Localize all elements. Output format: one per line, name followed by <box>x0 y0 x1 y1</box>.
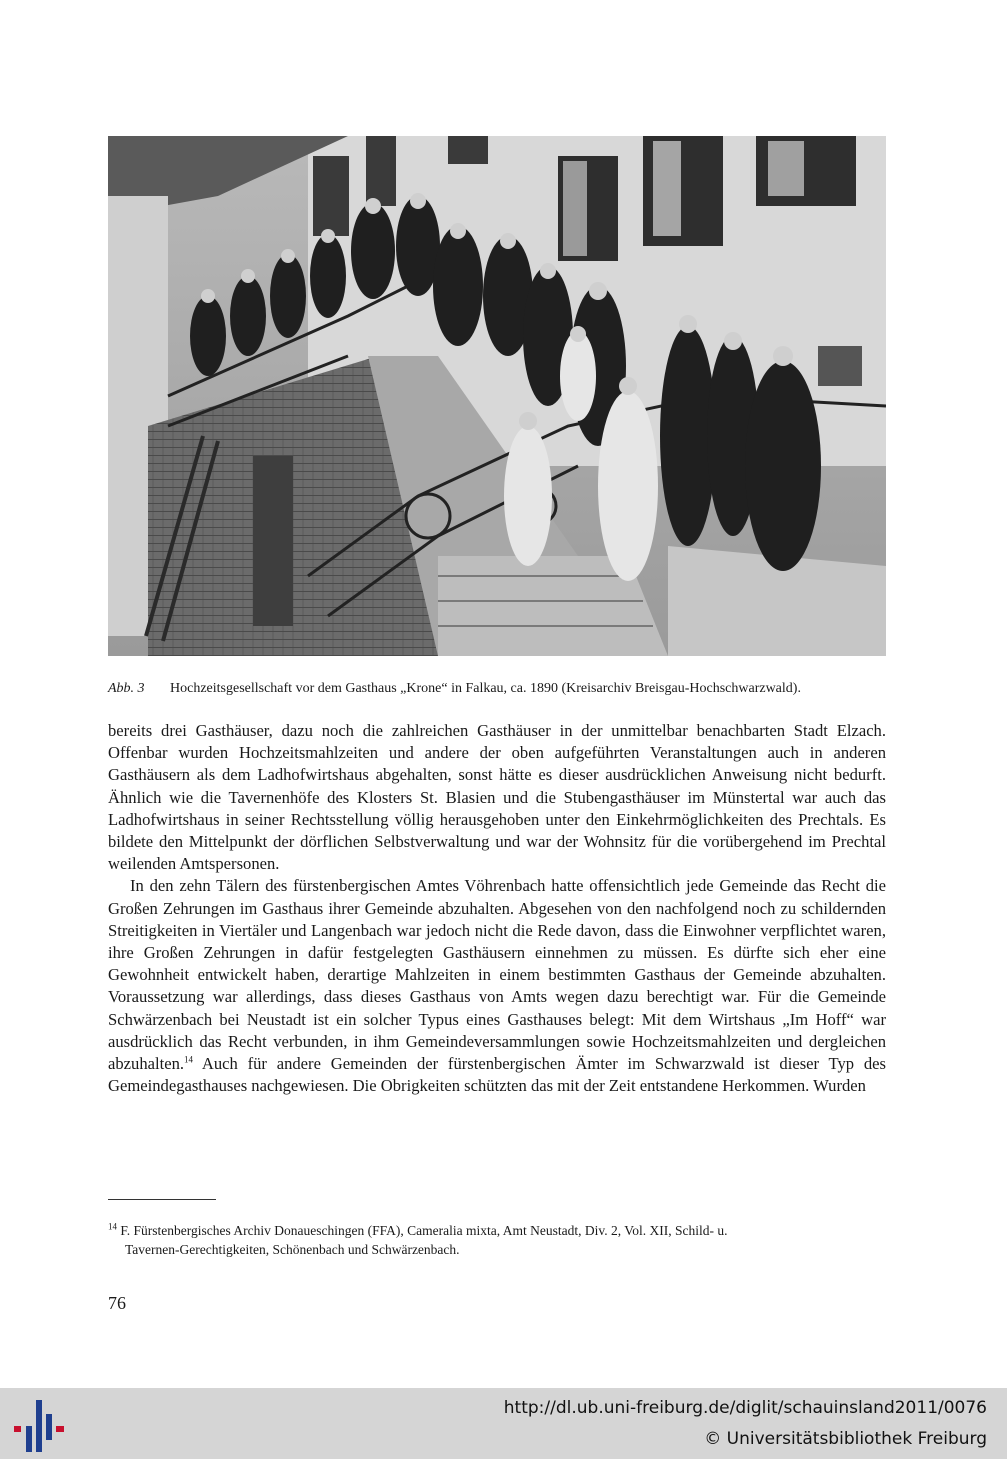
paragraph-2-part-a: In den zehn Tälern des fürstenbergischen Amtes Vöhrenbach hatte offensichtlich jede Gemeinde das Recht die Großen Zehrungen im Gasthaus ihrer Gemeinde abzuhalten. Abgesehen von den nachfolgend noch zu schildernden Streitigkeiten in Viertäler und Langenbach war jedoch nicht die Rede davon, dass die Einwohner verpflichtet waren, ihre Großen Zehrungen in dafür festgelegten Gasthäusern einnehmen zu müssen. Es dürfte sich eher eine Gewohnheit entwickelt haben, derartige Mahlzeiten in einem bestimmten Gasthaus der Gemeinde abzuhalten. Voraussetzung war allerdings, dass dieses Gasthaus von Amts wegen dazu berechtigt war. Für die Gemeinde Schwärzenbach bei Neustadt ist ein solcher Typus eines Gasthauses belegt: Mit dem Wirtshaus „Im Hoff“ war ausdrücklich das Recht verbunden, in ihm Gemeindeversammlungen sowie Hochzeitsmahlzeiten und dergleichen abzuhalten. <box>108 876 886 1074</box>
footnote-text-2: Tavernen-Gerechtigkeiten, Schönenbach und Schwärzenbach. <box>125 1242 460 1257</box>
footnote-line-1 <box>108 1221 886 1240</box>
body-text <box>108 720 886 1097</box>
footer-copyright: © Universitätsbibliothek Freiburg <box>704 1429 987 1449</box>
footer-bar <box>0 1388 1007 1459</box>
footer-url-link[interactable]: http://dl.ub.uni-freiburg.de/diglit/schauinsland2011/0076 <box>503 1398 987 1418</box>
footnote-text-1: F. Fürstenbergisches Archiv Donaueschingen (FFA), Cameralia mixta, Amt Neustadt, Div. 2, Vol. XII, Schild- u. <box>117 1223 728 1238</box>
footnote <box>108 1221 886 1259</box>
paragraph-2 <box>108 875 886 1097</box>
figure-label: Abb. 3 <box>108 681 145 696</box>
footnote-reference[interactable]: 14 <box>184 1054 194 1065</box>
paragraph-1: bereits drei Gasthäuser, dazu noch die zahlreichen Gasthäuser in der unmittelbar benachbarten Stadt Elzach. Offenbar wurden Hochzeitsmahlzeiten und andere der oben aufgeführten Veranstaltungen auch in anderen Gasthäusern als dem Ladhofwirtshaus abgehalten, sonst hätte es dieser ausdrücklichen Anweisung nicht bedurft. Ähnlich wie die Tavernenhöfe des Klosters St. Blasien und die Stubengasthäuser im Münstertal war auch das Ladhofwirtshaus in seiner Rechtsstellung völlig herausgehoben unter den Einkehrmöglichkeiten des Prechtals. Es bildete den Mittelpunkt der dörflichen Selbstverwaltung und war der Wohnsitz für die vorübergehend im Prechtal weilenden Amtspersonen. <box>108 721 886 874</box>
footnote-divider <box>108 1199 216 1200</box>
page-number: 76 <box>108 1293 126 1313</box>
figure-caption <box>108 680 898 698</box>
figure-caption-text: Hochzeitsgesellschaft vor dem Gasthaus „Krone“ in Falkau, ca. 1890 (Kreisarchiv Breisgau-Hochschwarzwald). <box>170 681 801 696</box>
ub-freiburg-logo-icon[interactable] <box>14 1400 64 1452</box>
figure-photo <box>108 136 886 656</box>
footnote-number: 14 <box>108 1221 117 1232</box>
paragraph-2-part-b: Auch für andere Gemeinden der fürstenbergischen Ämter im Schwarzwald ist dieser Typ des Gemeindegasthauses nachgewiesen. Die Obrigkeiten schützten das mit der Zeit entstandene Herkommen. Wurden <box>108 1054 886 1096</box>
